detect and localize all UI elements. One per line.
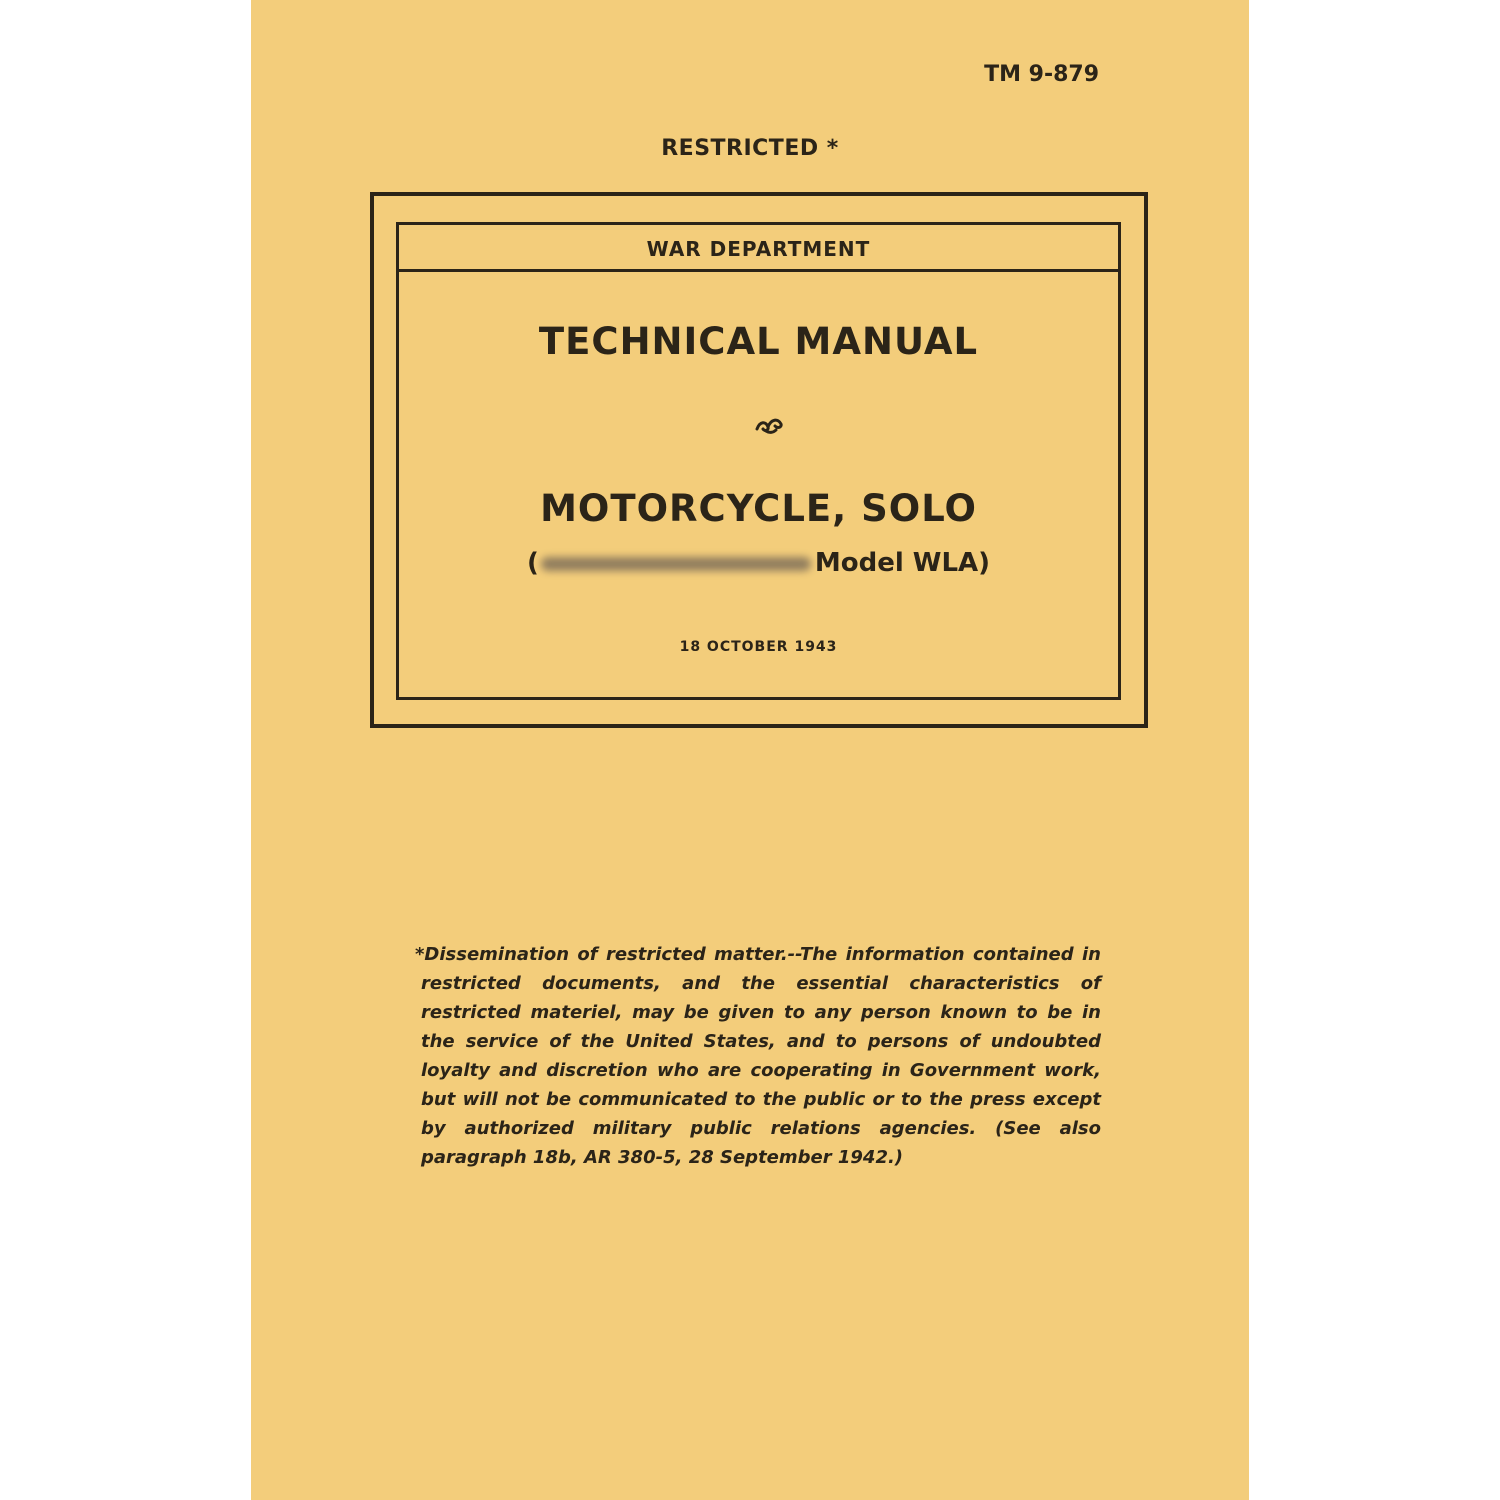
- subject-title: MOTORCYCLE, SOLO: [540, 487, 977, 530]
- redacted-mark: [541, 557, 811, 571]
- manual-cover: [251, 0, 1249, 1500]
- model-open-paren: (: [526, 548, 539, 578]
- model-text: Model WLA): [814, 548, 991, 578]
- fleuron-icon: [754, 415, 784, 435]
- header-rule: [399, 269, 1118, 272]
- inner-frame: [396, 222, 1121, 700]
- department-label: WAR DEPARTMENT: [646, 237, 871, 261]
- manual-title: TECHNICAL MANUAL: [538, 320, 979, 363]
- model-line: [399, 548, 1118, 578]
- dissemination-note: *Dissemination of restricted matter.--The information contained in restricted documents, and the essential characteristics of restricted materiel, may be given to any person known to be in the service of the United States, and to persons of undoubted loyalty and discretion who are cooperating in Government work, but will not be communicated to the public or to the press except by authorized military public relations agencies. (See also paragraph 18b, AR 380-5, 28 September 1942.): [415, 944, 1101, 1168]
- publication-date: 18 OCTOBER 1943: [679, 639, 838, 655]
- tm-number: TM 9-879: [984, 62, 1099, 87]
- classification-label: RESTRICTED *: [661, 136, 839, 161]
- outer-frame: [370, 192, 1148, 728]
